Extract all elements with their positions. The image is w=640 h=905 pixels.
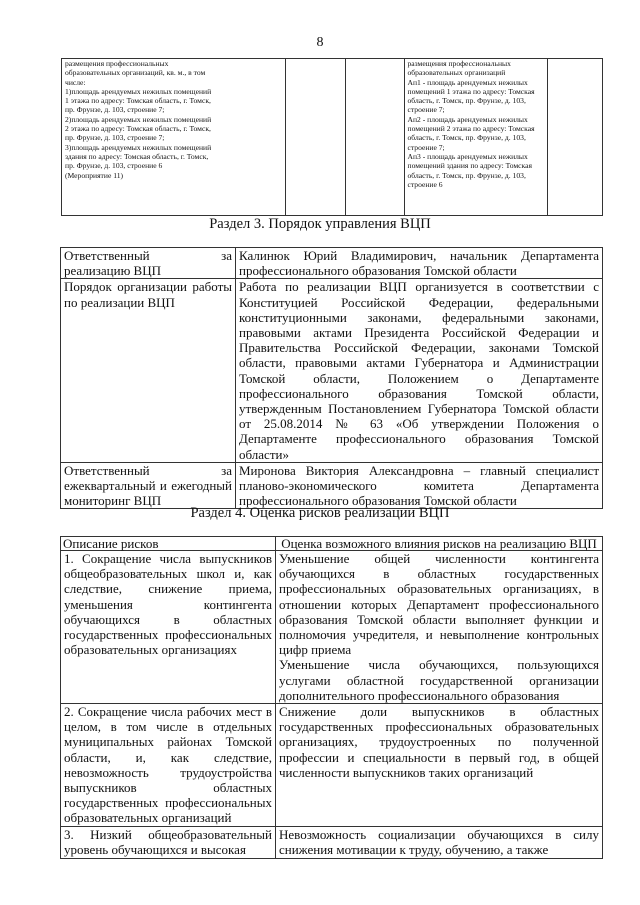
text-line: помещений здания по адресу: Томская: [407, 161, 532, 171]
text-line: 1 этажа по адресу: Томская область, г. Томск,: [65, 96, 211, 106]
text-line: помещений 2 этажа по адресу: Томская: [407, 124, 535, 134]
impact-paragraph: Уменьшение числа обучающихся, пользующихся услугами областной государственной организации дополнительного профессионального образования: [279, 657, 599, 703]
empty-cell: [286, 59, 346, 216]
text-line: пр. Фрунзе, д. 103, строение 7;: [65, 133, 165, 143]
column-header: Оценка возможного влияния рисков на реализацию ВЦП: [276, 537, 603, 551]
column-header: Описание рисков: [61, 537, 276, 551]
text-line: пр. Фрунзе, д. 103, строение 6: [65, 161, 163, 171]
text-line: строение 7;: [407, 142, 445, 152]
empty-cell: [548, 59, 603, 216]
table-row: [61, 551, 603, 704]
text-line: размещения профессиональных: [65, 59, 169, 68]
text-line: помещений 1 этажа по адресу: Томская: [407, 86, 535, 96]
table-row: [61, 826, 603, 858]
risk-impact: Снижение доли выпускников в областных государственных профессиональных образовательных организациях, трудоустроенных по полученной профессии и специальности в первый год, в общей численности выпускников таких организаций: [276, 704, 603, 827]
text-line: Ап1 - площадь арендуемых нежилых: [407, 77, 528, 87]
text-line: 2)площадь арендуемых нежилых помещений: [65, 114, 212, 124]
text-line: 2 этажа по адресу: Томская область, г. Томск,: [65, 124, 211, 134]
risk-description: 1. Сокращение числа выпускников общеобразовательных школ и, как следствие, снижение приема, уменьшения контингента обучающихся в областных государственных профессиональных образовательных организациях: [61, 551, 276, 704]
table-header-row: [61, 537, 603, 551]
text-line: образовательных организаций, кв. м., в том: [65, 68, 206, 78]
text-line: область, г. Томск, пр. Фрунзе, д. 103,: [407, 133, 526, 143]
calculation-method-cell: [404, 59, 548, 216]
text-line: область, г. Томск, пр. Фрунзе, д. 103,: [407, 170, 526, 180]
row-value: Миронова Виктория Александровна – главный специалист планово-экономического комитета Департамента профессионального образования Томской области: [236, 462, 603, 509]
text-line: размещения профессиональных: [407, 59, 511, 68]
table-row: [61, 462, 603, 509]
risk-description: 3. Низкий общеобразовательный уровень обучающихся и высокая: [61, 826, 276, 858]
text-line: 3)площадь арендуемых нежилых помещений: [65, 142, 212, 152]
row-label: Порядок организации работы по реализации ВЦП: [61, 279, 236, 462]
row-value: Калинюк Юрий Владимирович, начальник Департамента профессионального образования Томской области: [236, 248, 603, 279]
text-line: Ап2 - площадь арендуемых нежилых: [407, 114, 528, 124]
page-number: 8: [316, 35, 324, 50]
text-line: пр. Фрунзе, д. 103, строение 7;: [65, 105, 165, 115]
text-line: строение 7;: [407, 105, 445, 115]
text-line: строение 6: [407, 179, 443, 189]
text-line: область, г. Томск, пр. Фрунзе, д. 103,: [407, 96, 526, 106]
text-line: здания по адресу: Томская область, г. Томск,: [65, 151, 209, 161]
row-value: Работа по реализации ВЦП организуется в соответствии с Конституцией Российской Федерации, федеральными конституционными законами, федеральными законами, правовыми актами Президента Российской Федерации и Правительства Российской Федерации, законами Томской области, правовыми актами Губернатора и Администрации Томской области, Положением о Департаменте профессионального образования Томской области, утвержденным Постановлением Губернатора Томской области от 25.08.2014 № 63 «Об утверждении Положения о Департаменте профессионального образования Томской области»: [236, 279, 603, 462]
table-row: [61, 279, 603, 462]
risk-impact: [276, 551, 603, 704]
indicator-name-cell: [62, 59, 286, 216]
table-row: [61, 248, 603, 279]
section3-title: Раздел 3. Порядок управления ВЦП: [209, 216, 431, 232]
risk-impact: Невозможность социализации обучающихся в силу снижения мотивации к труду, обучению, а также: [276, 826, 603, 858]
table-row: [61, 704, 603, 827]
risk-description: 2. Сокращение числа рабочих мест в целом, в том числе в отдельных муниципальных районах Томской области, и, как следствие, невозможность трудоустройства выпускников областных государственных профессиональных образовательных организаций: [61, 704, 276, 827]
management-table: [60, 247, 603, 509]
text-line: образовательных организаций: [407, 68, 506, 78]
impact-paragraph: Уменьшение общей численности контингента обучающихся в областных государственных профессиональных образовательных организациях, в отношении которых Департамент профессионального образования Томской области выполняет функции и полномочия учредителя, и невыполнение контрольных цифр приема: [279, 551, 599, 658]
text-line: Ап3 - площадь арендуемых нежилых: [407, 151, 528, 161]
table-row: [62, 59, 603, 216]
empty-cell: [346, 59, 404, 216]
row-label: Ответственный за реализацию ВЦП: [61, 248, 236, 279]
row-label: Ответственный за ежеквартальный и ежегодный мониторинг ВЦП: [61, 462, 236, 509]
text-line: числе:: [65, 77, 86, 87]
indicator-continuation-table: [61, 58, 603, 216]
risk-assessment-table: [60, 536, 603, 859]
text-line: 1)площадь арендуемых нежилых помещений: [65, 86, 212, 96]
text-line: (Мероприятие 11): [65, 170, 124, 180]
section4-title: Раздел 4. Оценка рисков реализации ВЦП: [190, 505, 450, 521]
